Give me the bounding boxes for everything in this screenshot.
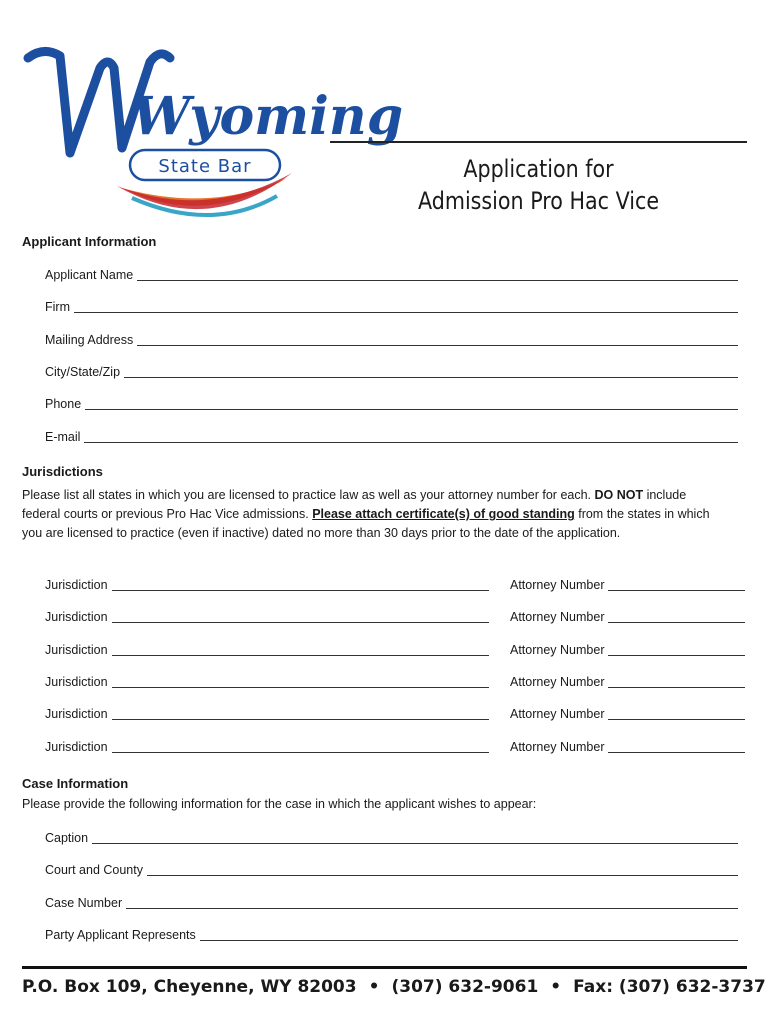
instructions-do-not: DO NOT — [594, 488, 644, 502]
field-label: City/State/Zip — [45, 365, 121, 379]
field-line[interactable] — [112, 739, 489, 753]
instructions-text-2: include federal courts or previous Pro Hac Vice admissions. — [22, 488, 687, 521]
field-label: Attorney Number — [510, 610, 605, 624]
field-line[interactable] — [112, 609, 489, 623]
jurisdictions-heading: Jurisdictions — [22, 464, 103, 479]
field-label: Firm — [45, 300, 70, 314]
field-label: Jurisdiction — [45, 675, 108, 689]
case-heading: Case Information — [22, 776, 129, 791]
attorney-number-field-1[interactable] — [510, 575, 745, 593]
field-line[interactable] — [112, 706, 489, 720]
field-line[interactable] — [137, 332, 738, 346]
mailing-address-field[interactable] — [45, 330, 738, 348]
jurisdiction-field-2[interactable] — [45, 607, 489, 625]
attorney-number-field-3[interactable] — [510, 640, 745, 658]
page-title — [359, 153, 718, 217]
footer-fax: Fax: (307) 632-3737 — [573, 977, 766, 997]
field-line[interactable] — [84, 429, 738, 443]
field-label: E-mail — [45, 430, 81, 444]
logo-graphic — [22, 38, 404, 218]
city-state-zip-field[interactable] — [45, 362, 738, 380]
bullet-separator: • — [550, 977, 562, 997]
field-label: Case Number — [45, 896, 123, 910]
attorney-number-field-2[interactable] — [510, 607, 745, 625]
field-label: Attorney Number — [510, 707, 605, 721]
logo-wordmark: Wyoming — [132, 86, 404, 147]
instructions-text-1: Please list all states in which you are licensed to practice law as well as your attorney number for each. — [22, 488, 595, 502]
jurisdictions-instructions — [22, 486, 727, 543]
field-label: Attorney Number — [510, 578, 605, 592]
instructions-attach-certificate: Please attach certificate(s) of good standing — [312, 507, 575, 521]
field-label: Jurisdiction — [45, 578, 108, 592]
jurisdiction-field-1[interactable] — [45, 575, 489, 593]
title-rule — [330, 141, 747, 143]
field-line[interactable] — [126, 895, 738, 909]
instructions-text-3: from the states in which you are licensed to practice (even if inactive) dated no more than 30 days prior to the date of the application. — [22, 507, 710, 540]
jurisdiction-field-4[interactable] — [45, 672, 489, 690]
field-line[interactable] — [608, 706, 745, 720]
jurisdiction-field-6[interactable] — [45, 737, 489, 755]
field-line[interactable] — [608, 609, 745, 623]
jurisdiction-field-5[interactable] — [45, 704, 489, 722]
applicant-name-field[interactable] — [45, 265, 738, 283]
field-line[interactable] — [112, 642, 489, 656]
field-label: Party Applicant Represents — [45, 928, 196, 942]
field-label: Jurisdiction — [45, 740, 108, 754]
attorney-number-field-4[interactable] — [510, 672, 745, 690]
firm-field[interactable] — [45, 297, 738, 315]
field-line[interactable] — [200, 927, 738, 941]
title-line-1: Application for — [463, 155, 614, 183]
field-label: Caption — [45, 831, 89, 845]
field-line[interactable] — [74, 299, 738, 313]
court-county-field[interactable] — [45, 860, 738, 878]
field-line[interactable] — [124, 364, 738, 378]
attorney-number-field-6[interactable] — [510, 737, 745, 755]
field-label: Mailing Address — [45, 333, 134, 347]
field-label: Attorney Number — [510, 643, 605, 657]
bullet-separator: • — [368, 977, 380, 997]
field-line[interactable] — [137, 267, 738, 281]
footer-contact — [22, 977, 766, 997]
field-label: Phone — [45, 397, 82, 411]
field-label: Jurisdiction — [45, 643, 108, 657]
field-line[interactable] — [112, 577, 489, 591]
field-line[interactable] — [92, 830, 738, 844]
case-intro: Please provide the following information for the case in which the applicant wishes to appear: — [22, 797, 537, 811]
party-represents-field[interactable] — [45, 925, 738, 943]
footer-phone: (307) 632-9061 — [391, 977, 539, 997]
phone-field[interactable] — [45, 394, 738, 412]
footer-rule — [22, 966, 747, 969]
jurisdiction-field-3[interactable] — [45, 640, 489, 658]
field-line[interactable] — [608, 674, 745, 688]
field-label: Attorney Number — [510, 675, 605, 689]
case-number-field[interactable] — [45, 893, 738, 911]
field-line[interactable] — [608, 577, 745, 591]
caption-field[interactable] — [45, 828, 738, 846]
field-line[interactable] — [608, 739, 745, 753]
title-line-2: Admission Pro Hac Vice — [417, 187, 660, 215]
field-line[interactable] — [608, 642, 745, 656]
wyoming-state-bar-logo — [22, 38, 404, 218]
field-line[interactable] — [85, 396, 738, 410]
attorney-number-field-5[interactable] — [510, 704, 745, 722]
field-label: Attorney Number — [510, 740, 605, 754]
field-label: Jurisdiction — [45, 707, 108, 721]
logo-subtitle: State Bar — [158, 156, 252, 177]
email-field[interactable] — [45, 427, 738, 445]
field-label: Court and County — [45, 863, 143, 877]
field-line[interactable] — [112, 674, 489, 688]
footer-address: P.O. Box 109, Cheyenne, WY 82003 — [22, 977, 357, 997]
field-label: Applicant Name — [45, 268, 134, 282]
field-line[interactable] — [147, 862, 738, 876]
applicant-heading: Applicant Information — [22, 234, 157, 249]
field-label: Jurisdiction — [45, 610, 108, 624]
